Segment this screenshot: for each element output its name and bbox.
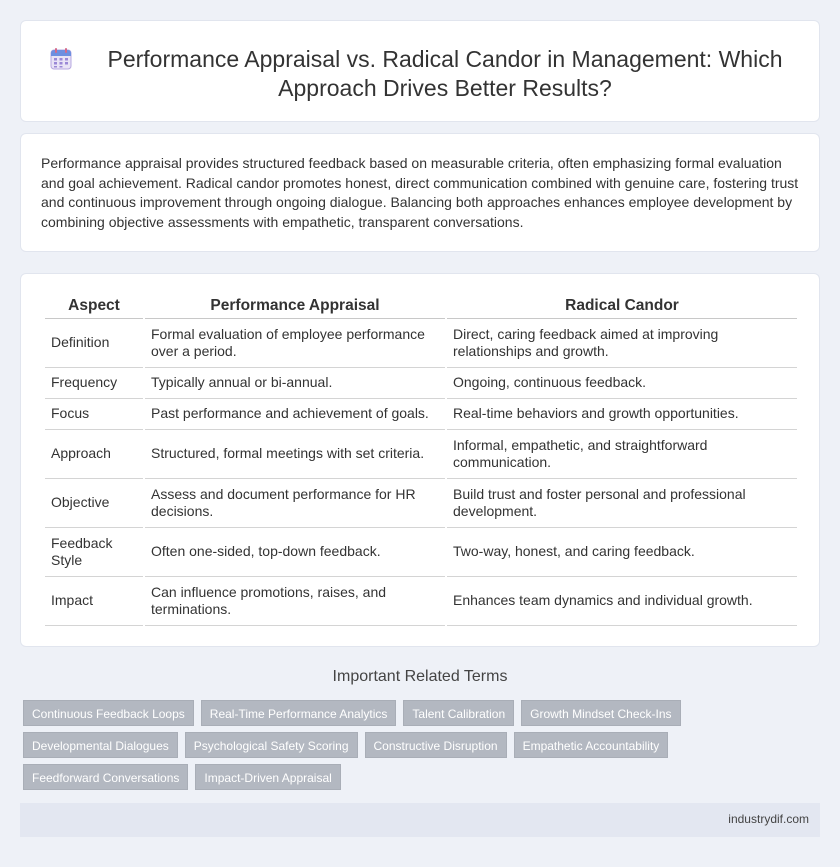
term-tag[interactable]: Developmental Dialogues — [23, 732, 178, 758]
term-tag[interactable]: Impact-Driven Appraisal — [195, 764, 340, 790]
row-aspect: Impact — [45, 577, 143, 626]
intro-card — [20, 133, 820, 252]
row-candor: Real-time behaviors and growth opportunities. — [447, 399, 797, 430]
row-aspect: Approach — [45, 430, 143, 479]
table-row — [45, 577, 797, 626]
row-aspect: Objective — [45, 479, 143, 528]
row-appraisal: Often one-sided, top-down feedback. — [145, 528, 445, 577]
related-terms-list — [23, 700, 813, 796]
table-row — [45, 399, 797, 430]
header-radical-candor: Radical Candor — [447, 294, 797, 319]
term-tag[interactable]: Empathetic Accountability — [514, 732, 669, 758]
row-candor: Direct, caring feedback aimed at improving relationships and growth. — [447, 319, 797, 368]
table-row — [45, 368, 797, 399]
term-tag[interactable]: Constructive Disruption — [365, 732, 507, 758]
row-appraisal: Structured, formal meetings with set criteria. — [145, 430, 445, 479]
row-appraisal: Can influence promotions, raises, and terminations. — [145, 577, 445, 626]
row-appraisal: Past performance and achievement of goals. — [145, 399, 445, 430]
header-performance-appraisal: Performance Appraisal — [145, 294, 445, 319]
footer-site-link[interactable]: industrydif.com — [728, 812, 809, 826]
table-row — [45, 430, 797, 479]
row-candor: Ongoing, continuous feedback. — [447, 368, 797, 399]
term-tag[interactable]: Feedforward Conversations — [23, 764, 188, 790]
row-aspect: Definition — [45, 319, 143, 368]
row-appraisal: Formal evaluation of employee performance over a period. — [145, 319, 445, 368]
table-row — [45, 528, 797, 577]
row-appraisal: Typically annual or bi-annual. — [145, 368, 445, 399]
title-card — [20, 20, 820, 122]
comparison-table — [43, 294, 799, 626]
footer — [20, 803, 820, 837]
term-tag[interactable]: Growth Mindset Check-Ins — [521, 700, 680, 726]
row-candor: Enhances team dynamics and individual growth. — [447, 577, 797, 626]
term-tag[interactable]: Psychological Safety Scoring — [185, 732, 358, 758]
term-tag[interactable]: Talent Calibration — [403, 700, 514, 726]
table-row — [45, 479, 797, 528]
term-tag[interactable]: Real-Time Performance Analytics — [201, 700, 397, 726]
calendar-icon — [49, 47, 73, 71]
table-header-row — [45, 294, 797, 319]
row-aspect: Frequency — [45, 368, 143, 399]
related-terms-title: Important Related Terms — [332, 668, 508, 685]
row-aspect: Feedback Style — [45, 528, 143, 577]
header-aspect: Aspect — [45, 294, 143, 319]
row-candor: Two-way, honest, and caring feedback. — [447, 528, 797, 577]
intro-text: Performance appraisal provides structured feedback based on measurable criteria, often emphasizing formal evaluation and goal achievement. Radical candor promotes honest, direct communication combined with genuine care, fostering trust and continuous improvement through ongoing dialogue. Balancing both approaches enhances employee development by combining objective assessments with empathetic, transparent conversations. — [41, 155, 799, 230]
page-title: Performance Appraisal vs. Radical Candor in Management: Which Approach Drives Better Results? — [107, 46, 783, 101]
comparison-card — [20, 273, 820, 647]
row-appraisal: Assess and document performance for HR decisions. — [145, 479, 445, 528]
row-candor: Build trust and foster personal and professional development. — [447, 479, 797, 528]
row-candor: Informal, empathetic, and straightforward communication. — [447, 430, 797, 479]
term-tag[interactable]: Continuous Feedback Loops — [23, 700, 194, 726]
row-aspect: Focus — [45, 399, 143, 430]
table-row — [45, 319, 797, 368]
